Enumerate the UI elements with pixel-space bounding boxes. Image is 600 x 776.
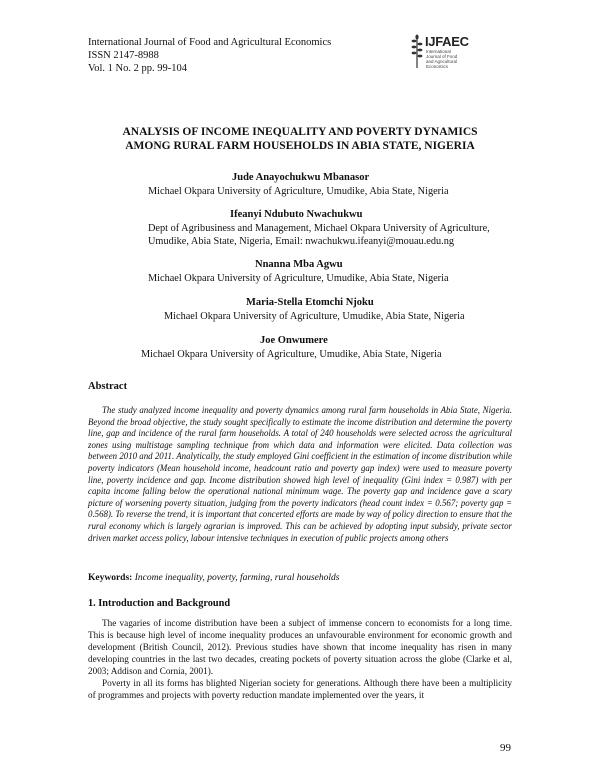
author-affiliation: Umudike, Abia State, Nigeria, Email: nwachukwu.ifeanyi@mouau.edu.ng bbox=[148, 236, 455, 247]
journal-logo bbox=[409, 32, 469, 72]
abstract-heading: Abstract bbox=[88, 381, 128, 392]
section-heading: 1. Introduction and Background bbox=[88, 598, 231, 609]
paper-title-line-2: AMONG RURAL FARM HOUSEHOLDS IN ABIA STATE, NIGERIA bbox=[125, 140, 475, 152]
journal-volume: Vol. 1 No. 2 pp. 99-104 bbox=[88, 63, 187, 74]
journal-name: International Journal of Food and Agricultural Economics bbox=[88, 37, 332, 48]
author-affiliation: Michael Okpara University of Agriculture, Umudike, Abia State, Nigeria bbox=[164, 311, 465, 322]
keywords-text: Income inequality, poverty, farming, rural households bbox=[134, 573, 340, 583]
author-name: Joe Onwumere bbox=[260, 335, 328, 346]
keywords bbox=[88, 573, 339, 583]
body-paragraph: The vagaries of income distribution have been a subject of immense concern to economists for a long time. This is because high level of income inequality produces an unfavourable environment for economic growth and development (British Council, 2012). Previous studies have shown that income inequality has risen in many developing countries in the last two decades, creating pockets of poverty situation across the globe (Clarke et al, 2003; Addison and Cornia, 2001). bbox=[88, 618, 512, 676]
journal-issn: ISSN 2147-8988 bbox=[88, 50, 159, 61]
abstract-text: The study analyzed income inequality and poverty dynamics among rural farm households in Abia State, Nigeria. Beyond the broad objective, the study sought specifically to estimate the income distribution and determine the poverty line, gap and incidence of the rural farm households. A total of 240 households were selected across the agricultural zones using multistage sampling technique from which data and information were elicited. Data collection was between 2010 and 2011. Analytically, the study employed Gini coefficient in the estimation of income distribution while poverty indicators (Mean household income, headcount ratio and poverty gap index) were used to measure poverty line, poverty incidence and gap. Income distribution showed high level of inequality (Gini index = 0.987) with per capita income falling below the operational national minimum wage. The poverty gap and incidence gave a scary picture of worsening poverty situation, judging from the poverty indicators (head count index = 0.567; poverty gap = 0.568). To reverse the trend, it is important that concerted efforts are made by way of policy direction to ensure that the rural economy which is largely agrarian is improved. This can be achieved by adopting input subsidy, private sector driven market access policy, labour intensive techniques in execution of public projects among others bbox=[88, 405, 512, 543]
author-affiliation: Michael Okpara University of Agriculture, Umudike, Abia State, Nigeria bbox=[141, 349, 442, 360]
paper-title-line-1: ANALYSIS OF INCOME INEQUALITY AND POVERTY DYNAMICS bbox=[122, 126, 478, 138]
author-affiliation: Dept of Agribusiness and Management, Michael Okpara University of Agriculture, bbox=[148, 223, 490, 234]
author-affiliation: Michael Okpara University of Agriculture, Umudike, Abia State, Nigeria bbox=[148, 273, 449, 284]
author-name: Jude Anayochukwu Mbanasor bbox=[232, 172, 370, 183]
body-paragraph: Poverty in all its forms has blighted Nigerian society for generations. Although there have been a multiplicity of programmes and projects with poverty reduction mandate implemented over the years, it bbox=[88, 678, 512, 700]
author-affiliation: Michael Okpara University of Agriculture, Umudike, Abia State, Nigeria bbox=[148, 186, 449, 197]
wheat-icon bbox=[409, 32, 425, 70]
author-name: Maria-Stella Etomchi Njoku bbox=[246, 297, 374, 308]
author-name: Ifeanyi Ndubuto Nwachukwu bbox=[230, 209, 363, 220]
logo-subtitle: International Journal of Food and Agricultural Economics bbox=[426, 49, 458, 69]
author-name: Nnanna Mba Agwu bbox=[255, 259, 343, 270]
keywords-label: Keywords: bbox=[88, 573, 133, 583]
logo-name: IJFAEC bbox=[425, 34, 469, 49]
page-number: 99 bbox=[500, 742, 511, 754]
